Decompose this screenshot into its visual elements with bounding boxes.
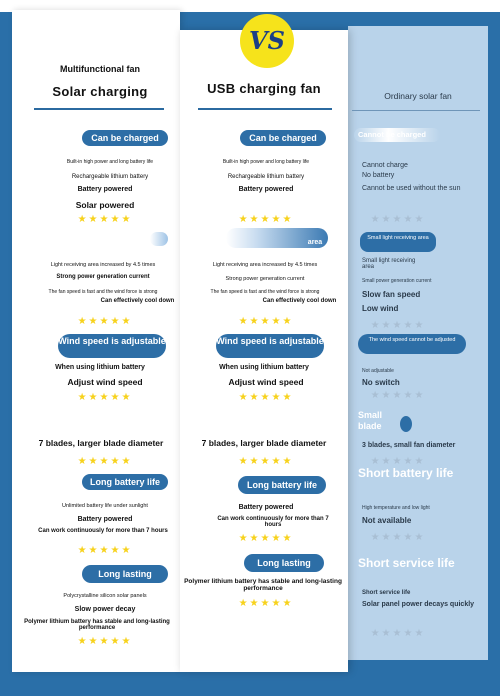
col2-t3: Battery powered — [238, 186, 294, 193]
col2-rating-1: ★★★★★ — [238, 214, 294, 225]
col1-t1: Built-in high power and long battery life — [66, 159, 154, 165]
col3-t1: Cannot charge — [362, 162, 408, 169]
col1-t8: Can effectively cool down — [100, 298, 175, 304]
col2-t13: Can work continuously for more than 7 hours — [217, 516, 329, 528]
col3-rating-6: ★★★★★ — [370, 628, 426, 639]
col3-pill-wind: The wind speed cannot be adjusted — [358, 334, 466, 354]
col3-t12: Short battery life — [358, 466, 454, 480]
col3-t15: Short service life — [358, 556, 455, 570]
col3-t13: High temperature and low light — [362, 505, 430, 511]
col2-rating-3: ★★★★★ — [238, 392, 294, 403]
col2-heading: USB charging fan — [207, 81, 321, 96]
col1-t5: Light receiving area increased by 4.5 times — [50, 262, 156, 268]
col1-heading-small: Multifunctional fan — [60, 64, 140, 74]
col3-t17: Solar panel power decays quickly — [362, 601, 475, 608]
col1-t4: Solar powered — [75, 200, 135, 210]
col3-rating-2: ★★★★★ — [370, 320, 426, 331]
col2-pill-lasting: Long lasting — [244, 554, 324, 572]
col3-t6: Slow fan speed — [362, 290, 421, 299]
col1-t10: Adjust wind speed — [67, 377, 143, 387]
col3-heading: Ordinary solar fan — [384, 91, 452, 101]
col1-t2: Rechargeable lithium battery — [71, 174, 149, 180]
col1-t15: Polycrystalline silicon solar panels — [63, 593, 147, 599]
col1-heading: Solar charging — [52, 84, 148, 99]
col2-t8: Can effectively cool down — [262, 298, 337, 304]
col1-pill-battery: Long battery life — [82, 474, 168, 490]
col2-t7: The fan speed is fast and the wind force is strong — [210, 289, 320, 295]
col1-t16: Slow power decay — [74, 606, 136, 613]
col1-t12: Unlimited battery life under sunlight — [62, 503, 148, 509]
col1-pill-charged: Can be charged — [82, 130, 168, 146]
col1-image-blur — [150, 232, 168, 246]
col3-pill-charged: Cannot be charged — [358, 130, 426, 139]
col1-pill-wind: Wind speed is adjustable — [58, 334, 166, 358]
col2-t9: When using lithium battery — [219, 364, 309, 371]
col1-t9: When using lithium battery — [55, 364, 145, 371]
col3-blade-image — [400, 416, 412, 432]
col3-t4: Small light receiving area — [362, 258, 416, 270]
col2-heading-rule — [198, 108, 332, 110]
col2-rating-5: ★★★★★ — [238, 533, 294, 544]
col1-t3: Battery powered — [77, 186, 133, 193]
col1-rating-4: ★★★★★ — [77, 456, 133, 467]
col3-heading-rule — [352, 110, 480, 111]
col1-rating-6: ★★★★★ — [77, 636, 133, 647]
col2-t11: 7 blades, larger blade diameter — [201, 438, 327, 448]
col2-t5: Light receiving area increased by 4.5 times — [212, 262, 318, 268]
col3-t7: Low wind — [362, 304, 399, 313]
col2-rating-4: ★★★★★ — [238, 456, 294, 467]
col2-rating-2: ★★★★★ — [238, 316, 294, 327]
col2-t6: Strong power generation current — [225, 276, 305, 282]
col2-t10: Adjust wind speed — [228, 377, 304, 387]
col3-t10: Small blade — [358, 410, 383, 431]
col3-t9: No switch — [362, 378, 400, 387]
col1-t17: Polymer lithium battery has stable and long-lasting performance — [24, 619, 170, 631]
col1-rating-2: ★★★★★ — [77, 316, 133, 327]
col1-t11: 7 blades, larger blade diameter — [38, 438, 164, 448]
col1-t13: Battery powered — [77, 516, 133, 523]
col3-t5: Small power generation current — [362, 278, 432, 284]
col2-pill-battery: Long battery life — [238, 476, 326, 494]
col2-pill-wind: Wind speed is adjustable — [216, 334, 324, 358]
col2-t1: Built-in high power and long battery life — [222, 159, 310, 165]
col3-t11: 3 blades, small fan diameter — [362, 442, 456, 449]
col3-t8: Not adjustable — [362, 368, 394, 374]
col1-t7: The fan speed is fast and the wind force is strong — [48, 289, 158, 295]
col1-t6: Strong power generation current — [56, 274, 150, 280]
col3-pill-small: Small light receiving area — [360, 232, 436, 252]
col1-rating-3: ★★★★★ — [77, 392, 133, 403]
col1-t14: Can work continuously for more than 7 hours — [38, 528, 168, 534]
col3-t14: Not available — [362, 516, 412, 525]
col3-t16: Short service life — [362, 590, 411, 596]
col3-rating-1: ★★★★★ — [370, 214, 426, 225]
col2-pill-charged: Can be charged — [240, 130, 326, 146]
col3-rating-5: ★★★★★ — [370, 532, 426, 543]
col3-t3: Cannot be used without the sun — [362, 185, 461, 192]
col1-rating-5: ★★★★★ — [77, 545, 133, 556]
col3-t2: No battery — [362, 172, 395, 179]
col1-pill-lasting: Long lasting — [82, 565, 168, 583]
col3-rating-4: ★★★★★ — [370, 456, 426, 467]
col3-rating-3: ★★★★★ — [370, 390, 426, 401]
col2-t4: area — [307, 239, 323, 246]
col1-heading-rule — [34, 108, 164, 110]
col1-rating-1: ★★★★★ — [77, 214, 133, 225]
vs-badge: VS — [240, 14, 294, 68]
col2-t14: Polymer lithium battery has stable and long-lasting performance — [184, 578, 342, 592]
col2-rating-6: ★★★★★ — [238, 598, 294, 609]
col2-t2: Rechargeable lithium battery — [227, 174, 305, 180]
col2-t12: Battery powered — [238, 504, 294, 511]
